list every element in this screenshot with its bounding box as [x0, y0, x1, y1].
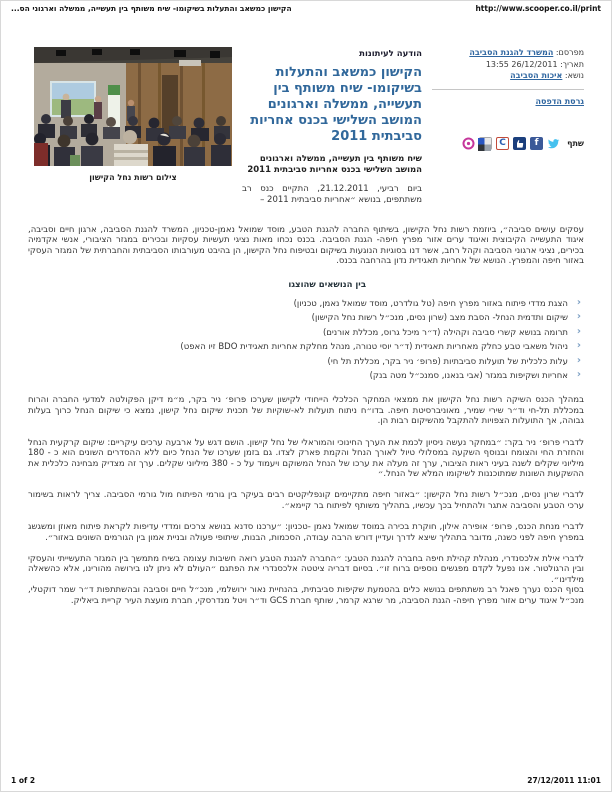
facebook-icon[interactable]: f: [530, 137, 543, 150]
topic-item-text: הצגת מדדי פיתוח באזור מפרץ חיפה (טל גולדרט, מוסד שמואל נאמן, טכניון): [293, 299, 568, 310]
print-footer: [11, 776, 601, 785]
print-header-title: הקישון כמשאב והתעלות בשיקומו- שיח משותף בין תעשייה, ממשלה וארגוני הס...: [11, 4, 292, 13]
footer-page-number: 1 of 2: [11, 776, 36, 785]
pink-share-icon[interactable]: [462, 137, 475, 150]
article-title-line: הקישון כמשאב והתעלות: [275, 65, 422, 80]
chevron-left-icon: ‹: [576, 354, 581, 366]
topic-item: [28, 354, 581, 367]
article-title-line: בשיקומו- שיח משותף בין: [273, 81, 422, 96]
title-column: [242, 47, 422, 217]
topic-item-text: עלות כלכלית של תועלות סביבתיות (פרופ׳ ניר בקר, מכללת תל חי): [327, 356, 568, 367]
article-body: [28, 225, 584, 606]
meta-publisher-label: מפרסם:: [555, 48, 584, 57]
article-top-section: [28, 47, 584, 217]
hand-bookmark-icon[interactable]: [513, 137, 526, 150]
paragraph: לדברי פרופ׳ ניר בקר: ״במחקר נעשה ניסיון לכמת את הערך החינוכי והמוראלי של נחל קישון. הושם דגש על ארבעה ערכים עיקריים: שיקום קרקעית הנחל והחזרת החי והצומח ובנוסף השקעה במסלולי טיול לאורך הנחל והקמת פארק לצדו. גם בזמן שערכו של הנחל כיום ללא ההסדרים השונים הוא כ - 180 מיליוני שקלים לשנה בעיני ראות הציבור, ערך זה מעלה את ערכו של הנחל המשוקם ויעמוד על כ - 380 מיליוני שקלים. ערך זה מצדיק מבחינה כלכלית את ההשקעות השונות שמתוכננות לשיקומו המלא של הנחל.״: [28, 437, 585, 479]
topic-item: [28, 325, 581, 338]
topic-link[interactable]: איכות הסביבה: [510, 71, 563, 80]
publisher-link[interactable]: המשרד להגנת הסביבה: [469, 48, 554, 57]
paragraph: לדברי מנחת הכנס, פרופ׳ אופירה אילון, חוקרת בכירה במוסד שמואל נאמן -טכניון: ״ערכנו סדנא בנושא צרכים ומדדי עדיפות לקראת פיתוח מאוזן ומשגשג במפרץ חיפה לפני כשנה, מדובר בתהליך שיצא לדרך ועדיין דורש הרבה עבודה, הסכמות, הבנות, שיתופי פעולה ובניית אמון בין הגורמים השונים באזור״.: [28, 522, 584, 543]
meta-column: [432, 47, 584, 217]
chevron-left-icon: ‹: [576, 297, 581, 309]
topic-item-text: אחריות ושקיפות במגזר (אבי בנאנו, סמנכ״ל מטה בנק): [369, 371, 568, 382]
article-title-line: סביבתית 2011: [331, 129, 422, 144]
chevron-left-icon: ‹: [576, 325, 581, 337]
meta-date-label: תאריך:: [560, 59, 584, 69]
share-row: [432, 137, 584, 150]
topic-item-text: שיקום ותדמית הנחל- הסבת מצב (שרון נסים, מנכ״ל רשות נחל הקישון): [311, 313, 568, 324]
c-badge-icon[interactable]: C: [496, 137, 509, 150]
meta-publisher: [432, 47, 584, 59]
twitter-icon[interactable]: [547, 137, 560, 150]
topic-item-text: ניהול משאבי טבע כחלק מאחריות תאגידית (ד״ר יוסי טנורה, מנהל מחלקת אחריות תאגידית BDO זיו האפט): [180, 342, 568, 353]
paragraph: לדברי שרון נסים, מנכ״ל רשות נחל הקישון: ״באזור חיפה מתקיימים קונפליקטים רבים בעיקר בין גורמי הפיתוח מול גורמי הסביבה. צריך לראות בשימור ערכי הטבע והסביבה אתגר ולהתחיל בכך עכשיו, בתהליך משותף לפיתוח בר קיימא״.: [28, 490, 584, 511]
paragraph: לדברי אילת אלכסנדרי, מנהלת קהילת חיפה בחברה להגנת הטבע: ״החברה להגנת הטבע רואה חשיבות עצומה בשיח מתמשך בין המגזר התעשייתי והעסקי ובין הרגולטור. אנו נפעל לקדם מפגשים נוספים ברוח זו״. בסיום דבריה ציטטה אלכסנדרי את הפתגם ״העולם לא ניתן לנו בירושה מהורינו, אלא כהשאלה מילדינו״.: [28, 553, 584, 585]
topic-item: [28, 371, 581, 381]
meta-date: [432, 59, 584, 71]
article-content: [28, 47, 584, 606]
article-title-line: המושב השלישי בכנס אחריות: [250, 113, 422, 128]
chevron-left-icon: ‹: [576, 340, 581, 352]
topics-heading: בין הנושאים שהוצגו: [288, 279, 366, 290]
topic-item-text: תרומה בנושא קשרי סביבה וקהילה (ד״ר מיכל גרוס, מכללת אורנים): [322, 327, 568, 338]
delicious-icon[interactable]: [479, 137, 492, 150]
article-title-line: תעשייה, ממשלה וארגונים: [267, 97, 422, 112]
print-version-link[interactable]: גרסת הדפסה: [535, 96, 584, 106]
article-title: [242, 65, 422, 145]
paragraph: במהלך הכנס השיקה רשות נחל הקישון את ממצאי המחקר הכלכלי הייחודי לקישון שערכו פרופ׳ ניר בקר, מ״מ דיקן הפקולטה למדעי החברה והרוח במכללת תל-חי וד״ר שירי שמיר, מאוניברסיטת חיפה. בדו״ח ניתוח תועלות לא-שוקיות של תכנית שיקום נחל קישון, נמצא כי שיקום הנחל כרוך בעלות גבוהה, אך התועלות הצפויות להתקבל מהשיקום רבות הן.: [28, 395, 584, 427]
press-release-kicker: הודעה לעיתונות: [359, 49, 422, 59]
topic-item: [28, 313, 581, 323]
conference-photo: [34, 47, 232, 166]
print-header: [11, 4, 601, 13]
share-label: שתף: [567, 138, 584, 148]
article-subtitle: שיח משותף בין תעשייה, ממשלה וארגונים המושב השלישי בכנס אחריות סביבתית 2011: [247, 154, 422, 175]
chevron-left-icon: ‹: [576, 311, 581, 323]
print-header-url: http://www.scooper.co.il/print: [475, 4, 601, 13]
intro-paragraph-continued: עסקים עושים סביבה״, ביוזמת רשות נחל הקישון, בשיתוף החברה להגנת הטבע, מוסד שמואל נאמן-טכניון, המשרד להגנת הסביבה, ארגון חיים וסביבה, איגוד התעשייה הקיבוצית ואיגוד ערים אזור מפרץ חיפה- הגנת הסביבה. בכנס נכחו מאות נציגי תעשיות עסקיות ובכירים במגזר הציבורי, אנשי אקדמיה בכירים, נציגי ארגוני הסביבה וקהל רחב, אשר דנו בסוגיות הנוגעות בשיקום ובטיפוח נחל הקישון, הן בהיבט מעורבותו הסביבתית והחברתית של המגזר העסקי באזור חיפה והמפרץ. הנושא של אחריות תאגידית נדון בהרחבה בכנס.: [28, 225, 584, 267]
photo-column: [28, 47, 232, 217]
meta-topic-label: נושא:: [564, 71, 584, 80]
footer-timestamp: 27/12/2011 11:01: [527, 776, 601, 785]
topics-list: [28, 299, 584, 381]
meta-topic: [432, 70, 584, 82]
chevron-left-icon: ‹: [576, 369, 581, 381]
paragraph: בסוף הכנס נערך פאנל רב משתתפים בנושא כלים בהטמעת שקיפות סביבתית, בהנחיית נאור ירושלמי, מנכ״ל חיים וסביבה ובהשתתפות ד״ר שמר דוקטלי, מנכ״ל איגוד ערים אזור מפרץ חיפה- הגנת הסביבה, מר שרגא קרמר, שותף חברת GCS וד״ר ויטל מנדרסקי, חברת מועצת העיר קריית ביאליק.: [28, 585, 584, 606]
photo-caption: צילום רשות נחל הקישון: [89, 173, 177, 182]
topic-item: [28, 342, 581, 352]
intro-paragraph-start: ביום רביעי, 21.12.2011, התקיים כנס רב משתתפים, בנושא ״אחריות סביבתית 2011 –: [242, 184, 422, 205]
meta-divider: [432, 89, 584, 90]
topic-item: [28, 299, 581, 309]
meta-date-value: 13:55 26/12/2011: [485, 59, 558, 69]
